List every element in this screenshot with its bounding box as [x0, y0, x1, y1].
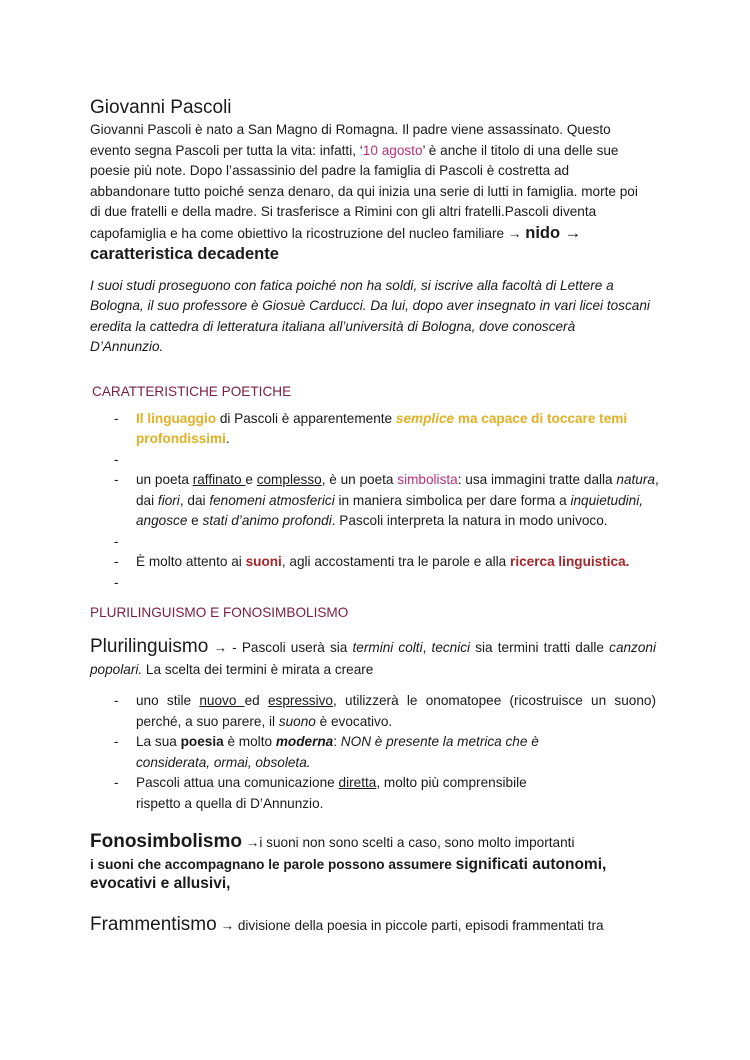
arrow: →	[216, 918, 238, 933]
text: , dai	[179, 492, 210, 508]
list-item	[90, 552, 662, 573]
dash: -	[114, 775, 119, 790]
section-heading-plurilinguismo: PLURILINGUISMO E FONOSIMBOLISMO	[90, 605, 349, 620]
arrow: →	[242, 835, 260, 850]
dash: -	[114, 574, 119, 590]
text: , agli accostamenti tra le parole e alla	[281, 554, 511, 569]
intro-paragraph	[90, 120, 650, 266]
frammentismo-term: Frammentismo	[90, 914, 217, 935]
italic-text: stati d’animo profondi	[202, 513, 332, 528]
fonosimbolismo-term: Fonosimbolismo	[90, 831, 242, 852]
diretta-underline: diretta	[338, 775, 377, 790]
list-item-empty	[90, 450, 662, 471]
list-item	[90, 732, 662, 773]
text: , dai	[136, 472, 659, 508]
dash: -	[114, 451, 119, 467]
text: La sua	[136, 734, 181, 749]
decadente-bold: caratteristica decadente	[90, 245, 279, 263]
bold-italic-text: moderna	[275, 734, 334, 749]
text: uno stile	[136, 693, 200, 708]
arrow-2: →	[560, 223, 582, 242]
ricerca-highlight: ricerca linguistica.	[510, 554, 630, 569]
suoni-highlight: suoni	[245, 554, 282, 569]
text: .	[225, 431, 230, 446]
section-heading-caratteristiche: CARATTERISTICHE POETICHE	[92, 383, 292, 399]
text: è evocativo.	[315, 713, 393, 729]
italic-text: canzoni popolari.	[90, 640, 656, 677]
semplice-highlight: semplice	[395, 410, 455, 426]
caratteristiche-list	[90, 409, 662, 594]
dash: -	[114, 533, 119, 549]
dash: -	[114, 472, 119, 487]
arrow-1: →	[507, 225, 526, 241]
text: ,	[422, 640, 432, 655]
list-item	[90, 773, 662, 814]
text: e	[187, 513, 203, 528]
plurilinguismo-term: Plurilinguismo	[90, 636, 209, 657]
text: e	[245, 472, 257, 487]
nuovo-underline: nuovo	[199, 693, 245, 708]
italic-text: NON è presente la metrica che è considerata, ormai, obsoleta.	[136, 734, 539, 770]
italic-text: termini colti	[352, 640, 423, 655]
italic-text: suono	[278, 713, 316, 729]
list-item	[90, 409, 662, 450]
significati-bold: significati autonomi, evocativi e allusivi,	[90, 856, 607, 892]
text: , è un poeta	[321, 472, 398, 487]
text: un poeta	[136, 472, 193, 487]
list-item-empty	[90, 573, 662, 594]
text: i suoni non sono scelti a caso, sono molto importanti	[259, 835, 575, 850]
italic-text: natura	[616, 472, 655, 487]
bold-text: i suoni che accompagnano le parole possono assumere	[90, 857, 456, 872]
frammentismo-line	[90, 913, 662, 938]
intro-text-a: Giovanni Pascoli è nato a San Magno di Romagna. Il padre viene assassinato. Questo evento segna Pascoli per tutta la vita: infatti, ‘	[90, 122, 611, 158]
dash: -	[114, 734, 119, 749]
intro-text-b: ’ è anche il titolo di una delle sue poesie più note. Dopo l’assassinio del padre la famiglia di Pascoli è costretta ad abbandonare tutto poiché senza denaro, da qui inizia una serie di lutti in famiglia. morte poi di due fratelli e della madre. Si trasferisce a Rimini con gli altri fratelli.Pascoli diventa capofamiglia e ha come obiettivo la ricostruzione del nucleo familiare	[90, 142, 638, 241]
plurilinguismo-paragraph	[90, 636, 656, 681]
text: :	[333, 734, 341, 749]
list-item-empty	[90, 532, 662, 553]
dash: -	[114, 693, 119, 708]
text: in maniera simbolica per dare forma a	[334, 492, 571, 508]
document-page	[90, 96, 662, 938]
simbolista-highlight: simbolista	[397, 472, 458, 487]
page-title: Giovanni Pascoli	[90, 97, 232, 118]
text: divisione della poesia in piccole parti, episodi frammentati tra	[237, 918, 604, 933]
dash: -	[114, 554, 119, 569]
dash: -	[114, 410, 119, 426]
poem-title-highlight: 10 agosto	[362, 142, 423, 158]
fonosimbolismo-detail	[90, 855, 670, 893]
complesso-underline: complesso	[256, 472, 322, 487]
linguaggio-highlight: Il linguaggio	[136, 410, 217, 426]
text: ed	[244, 693, 268, 708]
italic-text: fiori	[157, 492, 180, 508]
text: È molto attento ai	[136, 554, 246, 569]
text: . Pascoli interpreta la natura in modo univoco.	[331, 513, 608, 528]
studies-paragraph: I suoi studi proseguono con fatica poiché non ha soldi, si iscrive alla facoltà di Lettere a Bologna, il suo professore è Giosuè Carducci. Da lui, dopo aver insegnato in vari licei toscani eredita la cattedra di letteratura italiana all’università di Bologna, dove conoscerà D’Annunzio.	[90, 277, 650, 354]
text: Pascoli attua una comunicazione	[136, 775, 339, 790]
plurilinguismo-list	[90, 691, 662, 814]
arrow: →	[208, 640, 233, 655]
text: : usa immagini tratte dalla	[457, 472, 617, 487]
fonosimbolismo-line	[90, 830, 662, 855]
text: di Pascoli è apparentemente	[216, 410, 396, 426]
italic-text: fenomeni atmosferici	[209, 492, 335, 508]
italic-text: inquietudini, angosce	[136, 492, 644, 528]
list-item	[90, 470, 662, 532]
bold-text: poesia	[180, 734, 224, 749]
temi-highlight: ma capace di toccare temi profondissimi	[136, 410, 628, 446]
text: - Pascoli userà sia	[232, 640, 353, 655]
text: è molto	[223, 734, 276, 749]
list-item	[90, 691, 662, 732]
raffinato-underline: raffinato	[192, 472, 246, 487]
italic-text: tecnici	[431, 640, 471, 655]
text: La scelta dei termini è mirata a creare	[142, 662, 374, 677]
text: , molto più comprensibile rispetto a quella di D’Annunzio.	[136, 775, 527, 811]
espressivo-underline: espressivo	[268, 693, 333, 708]
text: sia termini tratti dalle	[470, 640, 610, 655]
text: , utilizzerà le onomatopee (ricostruisce un suono) perché, a suo parere, il	[136, 693, 656, 729]
nido-bold: nido	[525, 223, 561, 242]
